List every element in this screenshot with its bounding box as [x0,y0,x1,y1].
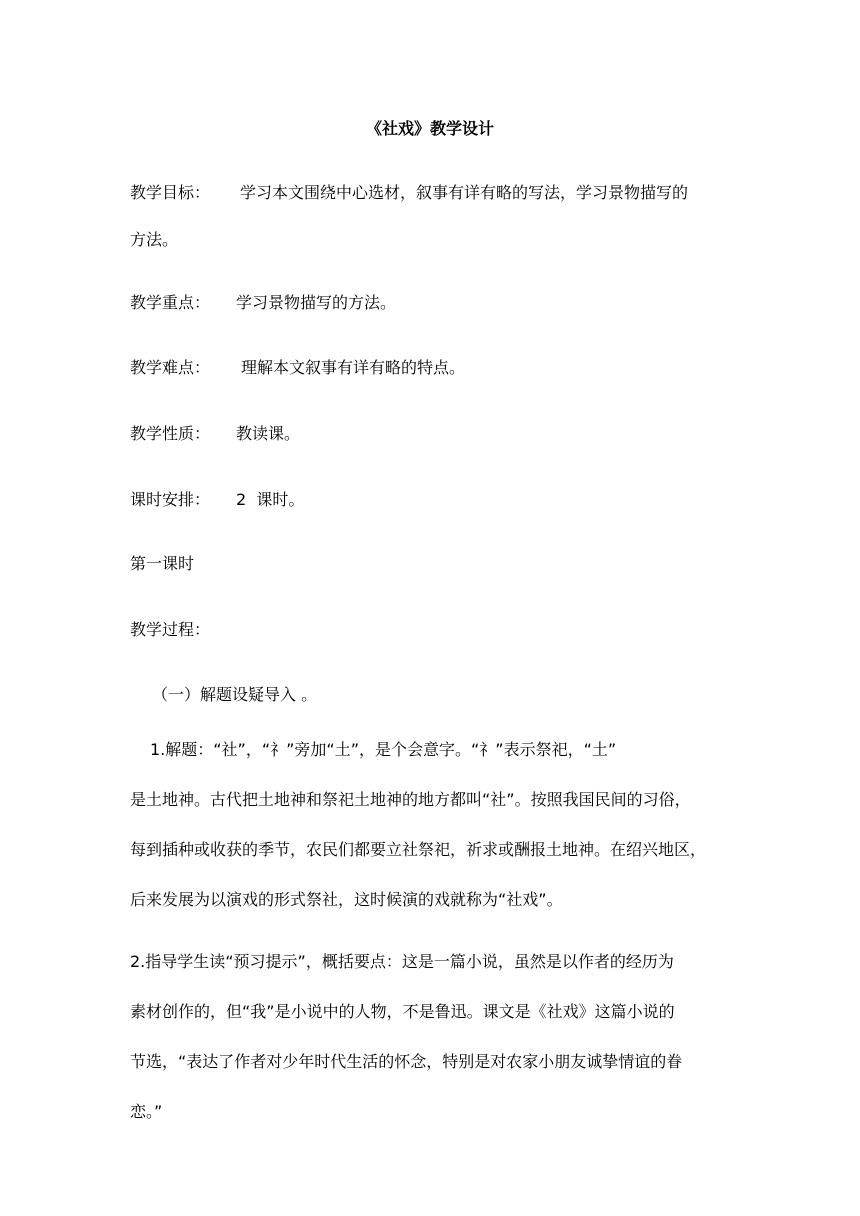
nature-text: 教读课。 [236,424,301,443]
paragraph-line: 后来发展为以演戏的形式祭社，这时候演的戏就称为“社戏”。 [130,890,563,909]
paragraph-line: 每到插种或收获的季节，农民们都要立社祭祀，祈求或酬报土地神。在绍兴地区， [130,840,707,859]
paragraph-line: 是土地神。古代把土地神和祭祀土地神的地方都叫“社”。按照我国民间的习俗， [130,790,691,809]
key-point-label: 教学重点： [130,293,211,312]
paragraph-guidance [130,937,728,1137]
nature-line [130,423,300,445]
nature-label: 教学性质： [130,424,211,443]
key-point-text: 学习景物描写的方法。 [236,293,397,312]
schedule-text: 2 课时。 [236,490,305,509]
difficulty-line [130,357,465,379]
objective-text-continued: 方法。 [130,230,179,249]
difficulty-label: 教学难点： [130,358,211,377]
schedule-label: 课时安排： [130,490,211,509]
section1-heading: （一）解题设疑导入 。 [152,685,318,704]
paragraph-line: 节选，“表达了作者对少年时代生活的怀念，特别是对农家小朋友诚挚情谊的眷 [130,1052,683,1071]
objective-label: 教学目标： [130,183,211,202]
lesson-heading: 第一课时 [130,554,195,573]
document-title: 《社戏》教学设计 [365,119,494,138]
difficulty-text: 理解本文叙事有详有略的特点。 [241,358,466,377]
objective-text: 学习本文围绕中心选材，叙事有详有略的写法，学习景物描写的 [240,183,689,202]
paragraph-explanation [130,725,728,925]
paragraph-line: 1.解题：“社”，“礻”旁加“土”，是个会意字。“礻”表示祭祀，“土” [150,740,617,759]
paragraph-line: 恋。” [130,1102,163,1121]
objective-line [130,182,688,204]
process-label: 教学过程： [130,620,211,639]
schedule-line [130,489,304,511]
paragraph-line: 素材创作的，但“我”是小说中的人物，不是鲁迅。课文是《社戏》这篇小说的 [130,1002,675,1021]
paragraph-line: 2.指导学生读“预习提示”，概括要点：这是一篇小说，虽然是以作者的经历为 [130,952,674,971]
key-point-line [130,292,396,314]
